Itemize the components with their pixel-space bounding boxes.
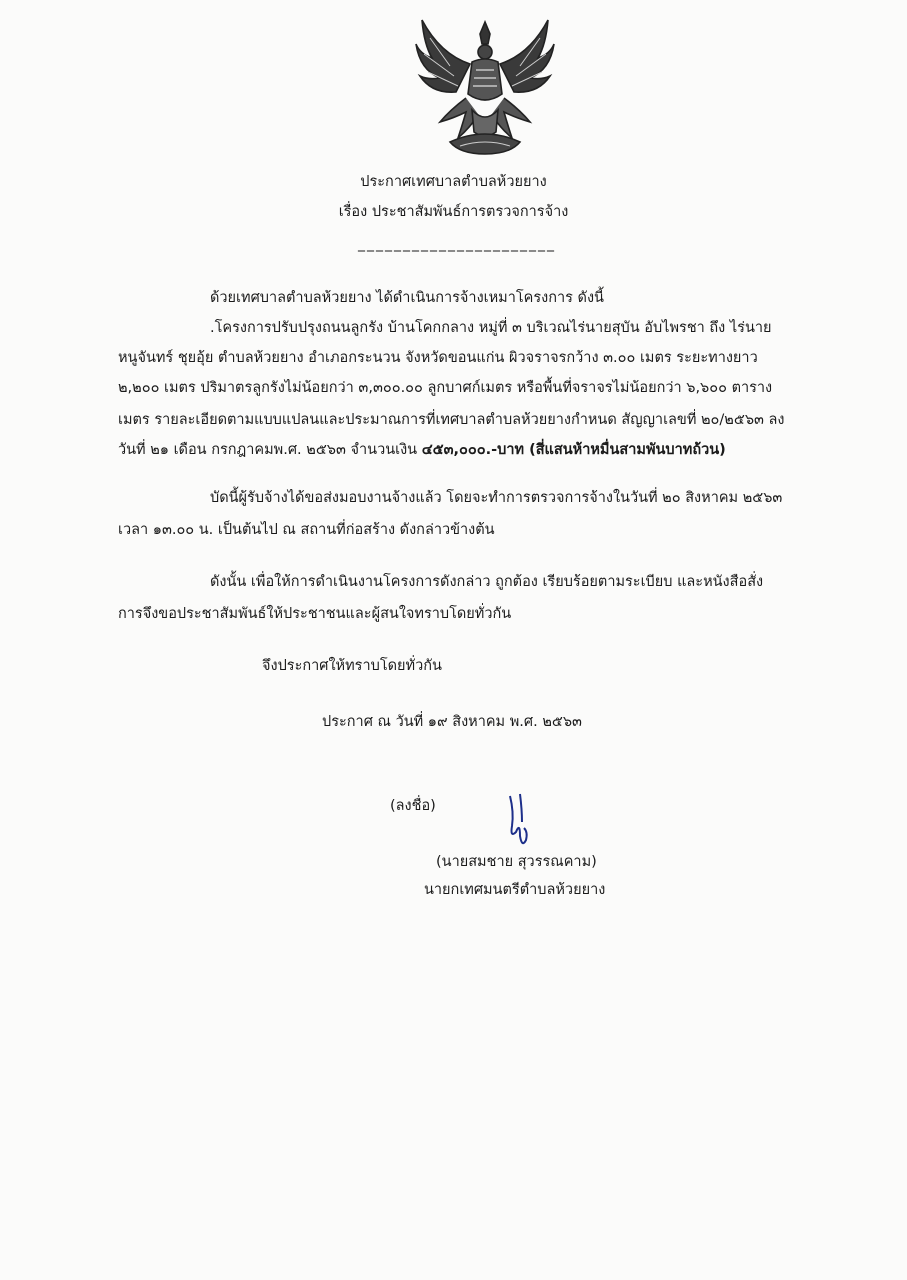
signatory-position: นายกเทศมนตรีตำบลห้วยยาง [424,882,606,898]
paragraph-1-line-4: เมตร รายละเอียดตามแบบแปลนและประมาณการที่เทศบาลตำบลห้วยยางกำหนด สัญญาเลขที่ ๒๐/๒๕๖๓ ลง [118,412,785,428]
garuda-emblem [410,14,560,160]
contract-amount: ๔๕๓,๐๐๐.-บาท (สี่แสนห้าหมื่นสามพันบาทถ้วน) [421,442,726,458]
announcement-subject: เรื่อง ประชาสัมพันธ์การตรวจการจ้าง [338,204,569,220]
closing-statement: จึงประกาศให้ทราบโดยทั่วกัน [262,658,442,674]
paragraph-1-line-1: .โครงการปรับปรุงถนนลูกรัง บ้านโคกกลาง หมู่ที่ ๓ บริเวณไร่นายสุบัน อับไพรชา ถึง ไร่นาย [210,320,772,336]
paragraph-2-line-1: บัดนี้ผู้รับจ้างได้ขอส่งมอบงานจ้างแล้ว โดยจะทำการตรวจการจ้างในวันที่ ๒๐ สิงหาคม ๒๕๖๓ [210,490,783,506]
handwritten-signature [500,792,540,852]
signatory-name: (นายสมชาย สุวรรณคาม) [436,854,597,870]
announcement-date: ประกาศ ณ วันที่ ๑๙ สิงหาคม พ.ศ. ๒๕๖๓ [322,714,582,730]
paragraph-1-intro: ด้วยเทศบาลตำบลห้วยยาง ได้ดำเนินการจ้างเหมาโครงการ ดังนี้ [210,290,604,306]
title-divider: ______________________ [358,236,556,252]
paragraph-2-line-2: เวลา ๑๓.๐๐ น. เป็นต้นไป ณ สถานที่ก่อสร้าง ดังกล่าวข้างต้น [118,522,495,538]
announcement-title: ประกาศเทศบาลตำบลห้วยยาง [360,174,547,190]
paragraph-1-line-5 [118,440,726,460]
paragraph-3-line-1: ดังนั้น เพื่อให้การดำเนินงานโครงการดังกล่าว ถูกต้อง เรียบร้อยตามระเบียบ และหนังสือสั่ง [210,574,764,590]
paragraph-1-line-3: ๒,๒๐๐ เมตร ปริมาตรลูกรังไม่น้อยกว่า ๓,๓๐๐.๐๐ ลูกบาศก์เมตร หรือพื้นที่จราจรไม่น้อยกว่า ๖,๖๐๐ ตาราง [118,380,773,396]
contract-date-text: วันที่ ๒๑ เดือน กรกฎาคมพ.ศ. ๒๕๖๓ จำนวนเงิน [118,442,422,458]
paragraph-1-line-2: หนูจันทร์ ชุยอุ้ย ตำบลห้วยยาง อำเภอกระนวน จังหวัดขอนแก่น ผิวจราจรกว้าง ๓.๐๐ เมตร ระยะทางยาว [118,350,758,366]
paragraph-3-line-2: การจึงขอประชาสัมพันธ์ให้ประชาชนและผู้สนใจทราบโดยทั่วกัน [118,606,512,622]
sign-label: (ลงชื่อ) [390,798,436,814]
